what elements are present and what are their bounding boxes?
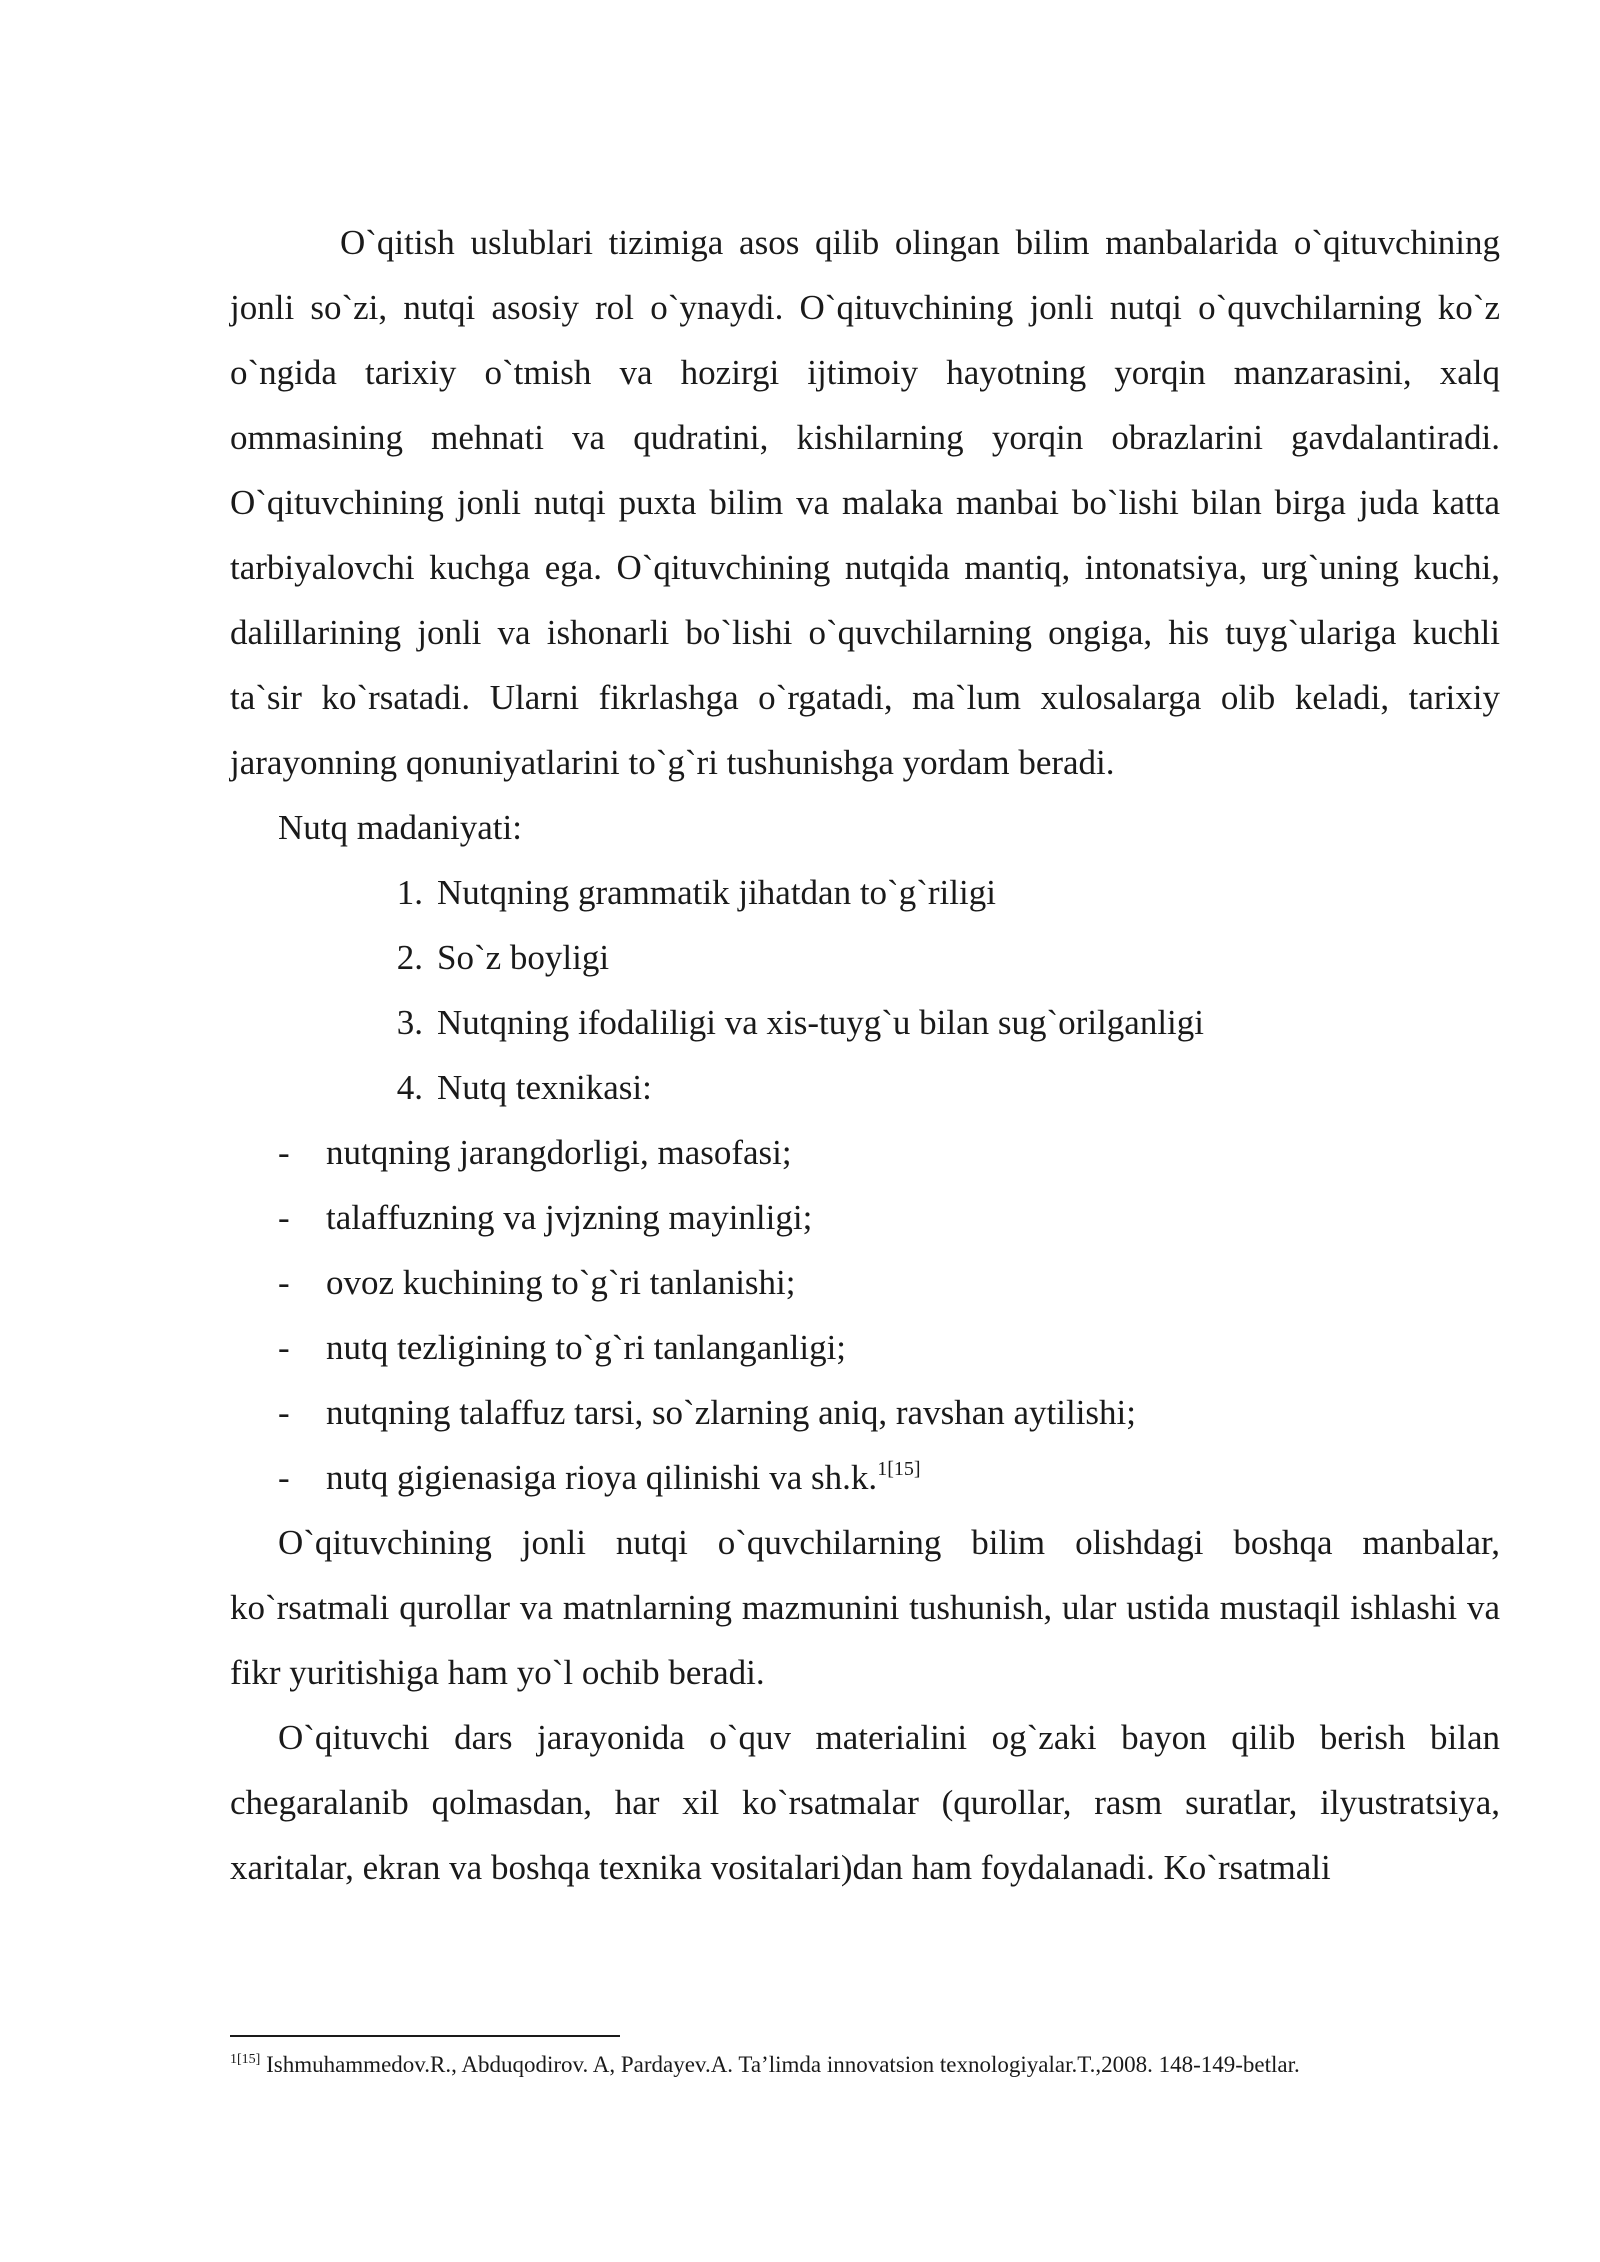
dash-marker: - [278, 1328, 290, 1367]
footnote-text: Ishmuhammedov.R., Abduqodirov. A, Pardayev.A. Ta’limda innovatsion texnologiyalar.T.,2008. 148-149-betlar. [260, 2052, 1300, 2077]
paragraph-3: O`qituvchi dars jarayonida o`quv materialini og`zaki bayon qilib berish bilan chegaralanib qolmasdan, har xil ko`rsatmalar (qurollar, rasm suratlar, ilyustratsiya, xaritalar, ekran va boshqa texnika vositalari)dan ham foydalanadi. Ko`rsatmali [230, 1718, 1500, 1887]
body-text [230, 210, 1500, 1900]
dash-item [230, 1315, 1500, 1380]
list-item [230, 925, 1500, 990]
list-number: 2. [396, 938, 423, 977]
dash-item-text: talaffuzning va jvjzning mayinligi; [326, 1198, 813, 1237]
dash-item [230, 1250, 1500, 1315]
paragraph-1: O`qitish uslublari tizimiga asos qilib olingan bilim manbalarida o`qituvchining jonli so`zi, nutqi asosiy rol o`ynaydi. O`qituvchining jonli nutqi o`quvchilarning ko`z o`ngida tarixiy o`tmish va hozirgi ijtimoiy hayotning yorqin manzarasini, xalq ommasining mehnati va qudratini, kishilarning yorqin obrazlarini gavdalantiradi. O`qituvchining jonli nutqi puxta bilim va malaka manbai bo`lishi bilan birga juda katta tarbiyalovchi kuchga ega. O`qituvchining nutqida mantiq, intonatsiya, urg`uning kuchi, dalillarining jonli va ishonarli bo`lishi o`quvchilarning ongiga, his tuyg`ulariga kuchli ta`sir ko`rsatadi. Ularni fikrlashga o`rgatadi, ma`lum xulosalarga olib keladi, tarixiy jarayonning qonuniyatlarini to`g`ri tushunishga yordam beradi. [230, 223, 1500, 782]
dash-item-text: ovoz kuchining to`g`ri tanlanishi; [326, 1263, 796, 1302]
list-number: 3. [396, 1003, 423, 1042]
list-item [230, 860, 1500, 925]
footnote-separator [230, 2035, 620, 2037]
dash-marker: - [278, 1458, 290, 1497]
dash-marker: - [278, 1198, 290, 1237]
section-heading: Nutq madaniyati: [278, 808, 522, 847]
paragraph-2: O`qituvchining jonli nutqi o`quvchilarning bilim olishdagi boshqa manbalar, ko`rsatmali qurollar va matnlarning mazmunini tushunish, ular ustida mustaqil ishlashi va fikr yuritishiga ham yo`l ochib beradi. [230, 1523, 1500, 1692]
dash-item-text: nutqning talaffuz tarsi, so`zlarning aniq, ravshan aytilishi; [326, 1393, 1136, 1432]
numbered-list [230, 860, 1500, 1120]
list-number: 1. [396, 873, 423, 912]
footnote [230, 2050, 1470, 2080]
footnote-marker: 1[15] [230, 2052, 261, 2067]
list-item [230, 1055, 1500, 1120]
dash-item [230, 1185, 1500, 1250]
dash-item [230, 1120, 1500, 1185]
dash-item [230, 1380, 1500, 1445]
list-item [230, 990, 1500, 1055]
footnote-reference[interactable]: 1[15] [877, 1458, 921, 1480]
list-item-text: Nutq texnikasi: [437, 1068, 652, 1107]
list-item-text: Nutqning ifodaliligi va xis-tuyg`u bilan sug`orilganligi [437, 1003, 1204, 1042]
list-item-text: So`z boyligi [437, 938, 610, 977]
dash-item-text: nutq tezligining to`g`ri tanlanganligi; [326, 1328, 847, 1367]
dash-marker: - [278, 1133, 290, 1172]
dash-item-text: nutqning jarangdorligi, masofasi; [326, 1133, 792, 1172]
list-number: 4. [396, 1068, 423, 1107]
list-item-text: Nutqning grammatik jihatdan to`g`riligi [437, 873, 996, 912]
dash-item-text: nutq gigienasiga rioya qilinishi va sh.k. [326, 1458, 878, 1497]
dash-marker: - [278, 1263, 290, 1302]
dash-list [230, 1120, 1500, 1510]
dash-marker: - [278, 1393, 290, 1432]
dash-item [230, 1445, 1500, 1510]
